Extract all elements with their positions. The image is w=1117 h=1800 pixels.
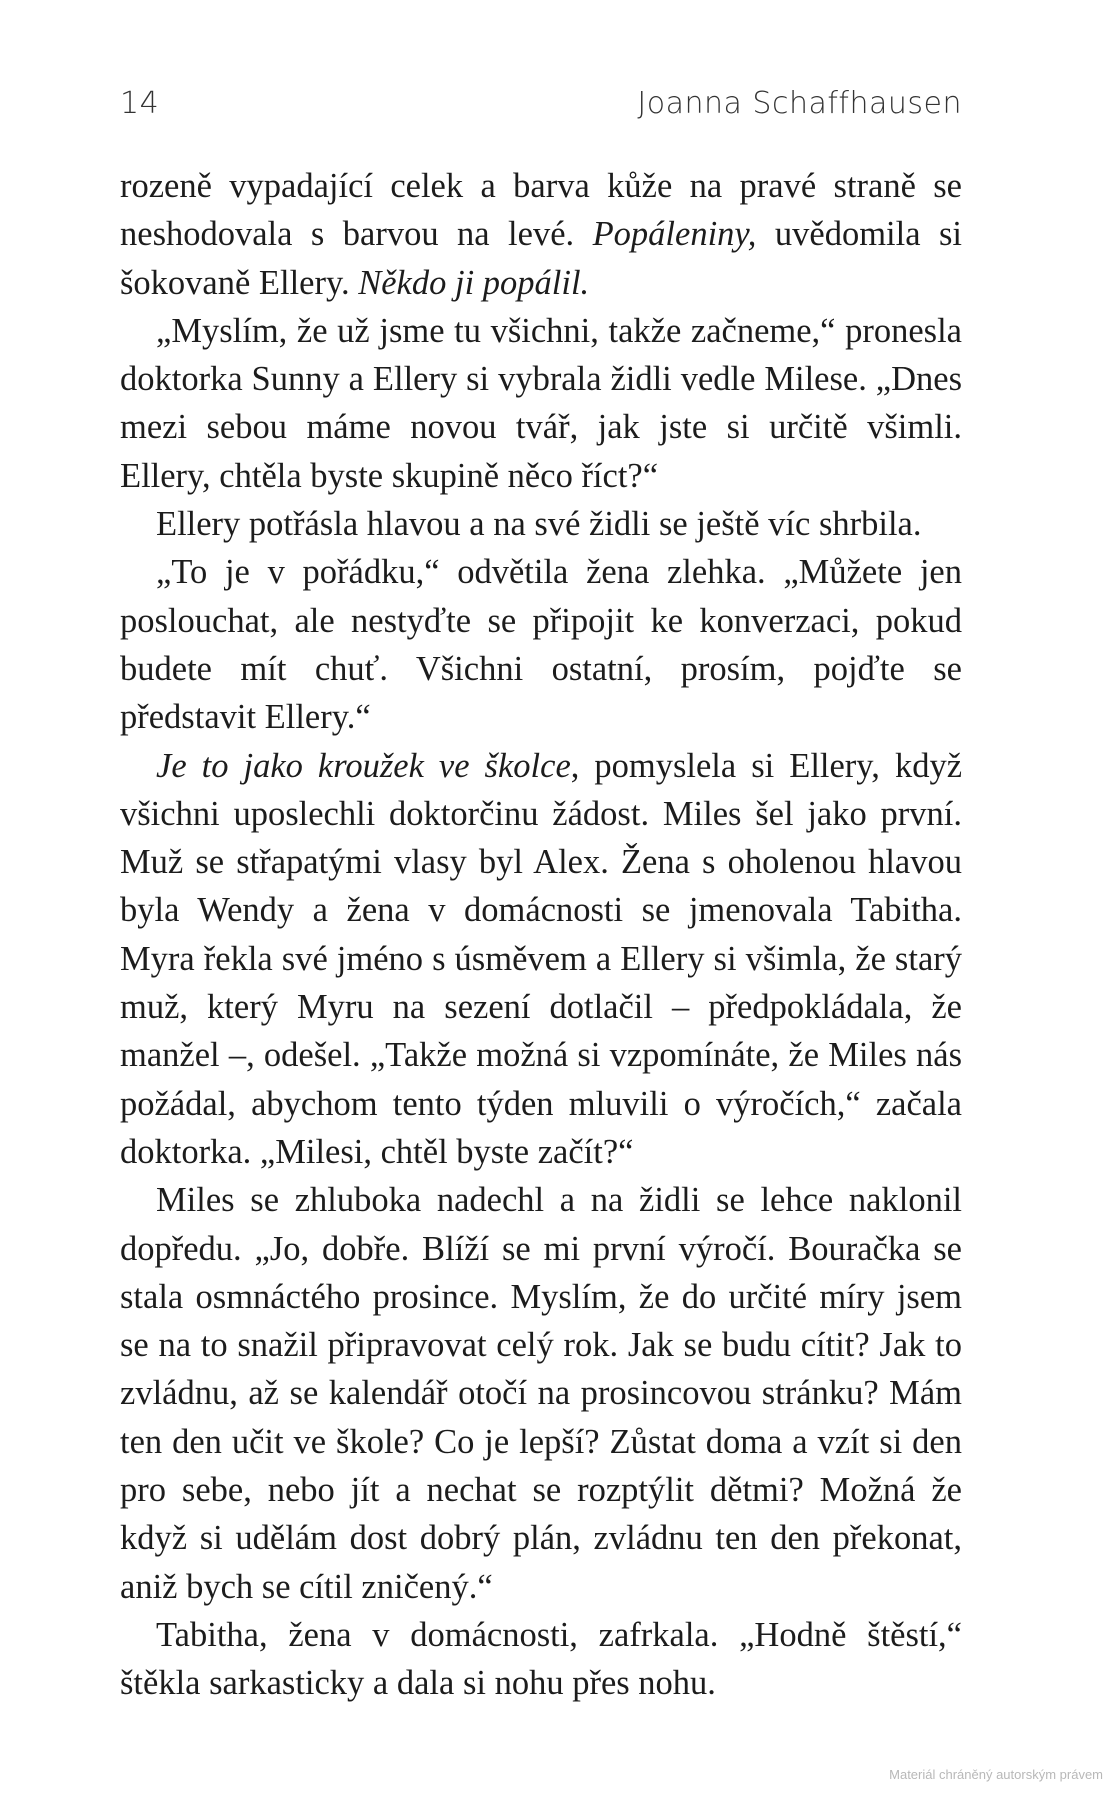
running-header bbox=[120, 86, 962, 126]
paragraph bbox=[120, 1611, 962, 1708]
copyright-watermark: Materiál chráněný autorským právem bbox=[889, 1767, 1103, 1782]
text-segment: rozeně vypadající celek a barva kůže na pravé straně se neshodovala s barvou na levé. bbox=[120, 167, 962, 254]
paragraph bbox=[120, 1176, 962, 1611]
paragraph bbox=[120, 162, 962, 307]
body-text bbox=[120, 162, 962, 1708]
paragraph bbox=[120, 500, 962, 548]
running-author: Joanna Schaffhausen bbox=[637, 86, 962, 121]
italic-text: Někdo ji popálil. bbox=[358, 263, 590, 302]
text-segment: Ellery potřásla hlavou a na své židli se ještě víc shrbila. bbox=[156, 505, 922, 544]
text-segment: „To je v pořádku,“ odvětila žena zlehka. „Můžete jen poslouchat, ale nestyďte se připojit ke konverzaci, pokud budete mít chuť. Všichni ostatní, prosím, pojďte se představit Ellery.“ bbox=[120, 553, 962, 737]
text-segment: , pomyslela si Ellery, když všichni uposlechli doktorčinu žádost. Miles šel jako první. Muž se střapatými vlasy byl Alex. Žena s oholenou hlavou byla Wendy a žena v domácnosti se jmenovala Tabitha. Myra řekla své jméno s úsměvem a Ellery si všimla, že starý muž, který Myru na sezení dotlačil – předpokládala, že manžel –, odešel. „Takže možná si vzpomínáte, že Miles nás požádal, abychom tento týden mluvili o výročích,“ začala doktorka. „Milesi, chtěl byste začít?“ bbox=[120, 746, 963, 1171]
text-segment: uvědomila si šokovaně Ellery. bbox=[120, 215, 962, 302]
paragraph bbox=[120, 548, 962, 741]
paragraph bbox=[120, 307, 962, 500]
text-segment: „Myslím, že už jsme tu všichni, takže začneme,“ pronesla doktorka Sunny a Ellery si vybrala židli vedle Milese. „Dnes mezi sebou máme novou tvář, jak jste si určitě všimli. Ellery, chtěla byste skupině něco říct?“ bbox=[120, 311, 962, 495]
page-number: 14 bbox=[120, 86, 160, 121]
italic-text: Popáleniny, bbox=[592, 215, 757, 254]
paragraph bbox=[120, 742, 962, 1177]
italic-text: Je to jako kroužek ve školce bbox=[156, 746, 571, 785]
text-segment: Tabitha, žena v domácnosti, zafrkala. „Hodně štěstí,“ štěkla sarkasticky a dala si nohu přes nohu. bbox=[120, 1615, 962, 1703]
text-segment: Miles se zhluboka nadechl a na židli se lehce naklonil dopředu. „Jo, dobře. Blíží se mi první výročí. Bouračka se stala osmnáctého prosince. Myslím, že do určité míry jsem se na to snažil připravovat celý rok. Jak se budu cítit? Jak to zvládnu, až se kalendář otočí na prosincovou stránku? Mám ten den učit ve škole? Co je lepší? Zůstat doma a vzít si den pro sebe, nebo jít a nechat se rozptýlit dětmi? Možná že když si udělám dost dobrý plán, zvládnu ten den překonat, aniž bych se cítil zničený.“ bbox=[120, 1181, 962, 1606]
